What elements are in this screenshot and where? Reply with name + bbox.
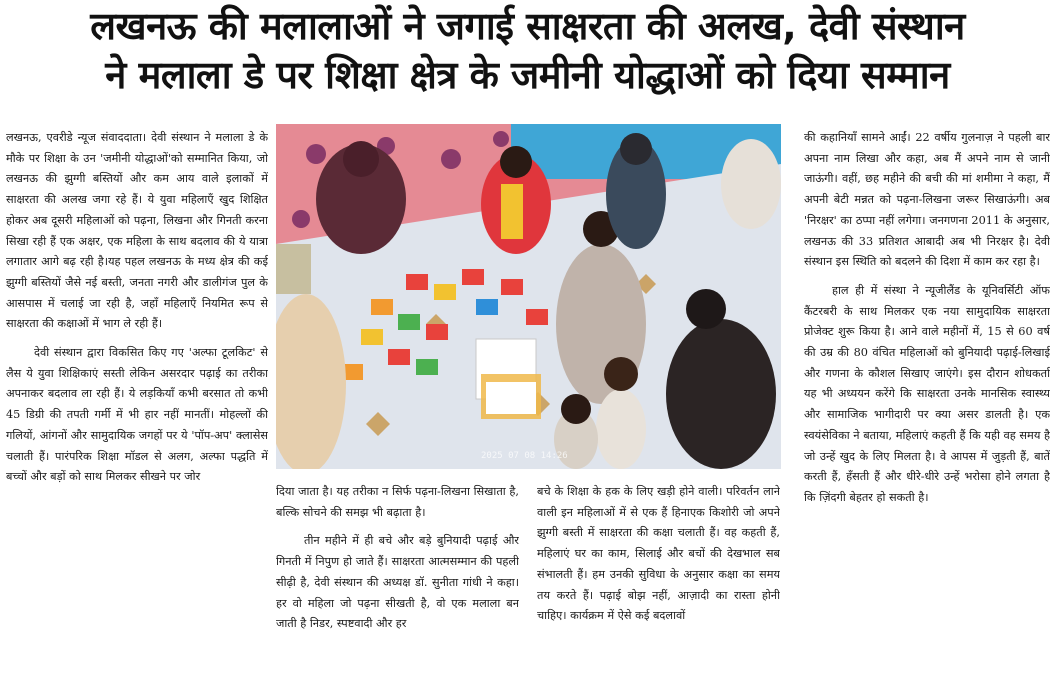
article-paragraph: हाल ही में संस्था ने न्यूजीलैंड के यूनिवर्सिटी ऑफ कैंटरबरी के साथ मिलकर एक नया सामुदायिक साक्षरता प्रोजेक्ट शुरू किया है। आने वाले महीनों में, 15 से 60 वर्ष की उम्र की 80 वंचित महिलाओं को बुनियादी पढ़ाई-लिखाई और गणना के कौशल सिखाए जाएंगे। इस दौरान शोधकर्ता यह भी अध्ययन करेंगे कि साक्षरता उनके मानसिक स्वास्थ्य और सामाजिक भागीदारी पर क्या असर डालती है। एक स्वयंसेविका ने बताया, महिलाएं कहती हैं कि यही वह समय है जो उन्हें खुद के लिए मिलता है। वे आपस में जुड़ती हैं, बातें करती हैं, हँसती हैं और धीरे-धीरे उन्हें भरोसा होने लगता है कि ज़िंदगी बेहतर हो सकती है। — [804, 283, 1050, 504]
article-paragraph: लखनऊ, एवरीडे न्यूज संवाददाता। देवी संस्थान ने मलाला डे के मौके पर शिक्षा के उन 'जमीनी योद्धाओं'को सम्मानित किया, जो लखनऊ की झुग्गी बस्तियों और कम आय वाले इलाकों में साक्षरता की अलख जगा रहे हैं। ये युवा महिलाएँ खुद शिक्षित होकर अब दूसरी महिलाओं को पढ़ना, लिखना और गिनती करना सिखा रही हैं एक अक्षर, एक महिला के साथ बदलाव की ये यात्रा लगातार आगे बढ़ रही है।यह पहल लखनऊ के मध्य क्षेत्र की कई झुग्गी बस्तियों जैसे नई बस्ती, जनता नगरी और डालीगंज पुल के आसपास में चलाई जा रही है, जहाँ महिलाएँ नियमित रूप से साक्षरता की कक्षाओं में भाग ले रही हैं। — [6, 131, 268, 331]
article-column-4 — [804, 128, 1050, 687]
classroom-photo-illustration — [276, 124, 781, 469]
headline-line-1: लखनऊ की मलालाओं ने जगाई साक्षरता की अलख, देवी संस्थान — [90, 4, 965, 48]
photo-timestamp: 2025 07 08 14:26 — [481, 451, 568, 461]
article-column-3 — [537, 482, 780, 687]
news-photo — [276, 124, 781, 469]
headline — [0, 2, 1055, 100]
article-column-2 — [276, 482, 519, 687]
article-paragraph: दिया जाता है। यह तरीका न सिर्फ पढ़ना-लिखना सिखाता है, बल्कि सोचने की समझ भी बढ़ाता है। — [276, 485, 519, 519]
article-paragraph: देवी संस्थान द्वारा विकसित किए गए 'अल्फा टूलकिट' से लैस ये युवा शिक्षिकाएं सस्ती लेकिन असरदार पढ़ाई का तरीका अपनाकर बदलाव ला रही हैं। ये लड़कियाँ कभी बरसात तो कभी 45 डिग्री की तपती गर्मी में भी हार नहीं मानतीं। मोहल्लों की गलियों, आंगनों और सामुदायिक जगहों पर ये 'पॉप-अप' क्लासेस चलाती हैं। पारंपरिक शिक्षा मॉडल से अलग, अल्फा पद्धति में बच्चों और बड़ों को साथ मिलकर सीखने पर जोर — [6, 346, 268, 484]
headline-line-2: ने मलाला डे पर शिक्षा क्षेत्र के जमीनी योद्धाओं को दिया सम्मान — [105, 53, 950, 97]
article-paragraph: बचे के शिक्षा के हक के लिए खड़ी होने वाली। परिवर्तन लाने वाली इन महिलाओं में से एक हैं हिनाएक किशोरी जो अपने झुग्गी बस्ती में साक्षरता की कक्षा चलाती हैं। वह कहती हैं, महिलाएं घर का काम, सिलाई और बचों की देखभाल सब संभालती हैं। हम उनकी सुविधा के अनुसार कक्षा का समय तय करते हैं। पढ़ाई बोझ नहीं, आज़ादी का रास्ता होनी चाहिए। कार्यक्रम में ऐसे कई बदलावों — [537, 485, 780, 623]
article-paragraph: तीन महीने में ही बचे और बड़े बुनियादी पढ़ाई और गिनती में निपुण हो जाते हैं। साक्षरता आत्मसम्मान की पहली सीढ़ी है, देवी संस्थान की अध्यक्ष डॉ. सुनीता गांधी ने कहा। हर वो महिला जो पढ़ना सीखती है, वो एक मलाला बन जाती है निडर, स्पष्टवादी और हर — [276, 534, 519, 631]
article-paragraph: की कहानियाँ सामने आईं। 22 वर्षीय गुलनाज़ ने पहली बार अपना नाम लिखा और कहा, अब मैं अपने नाम से जानी जाऊंगी। वहीं, छह महीने की बची की मां शमीमा ने कहा, मैं अपनी बेटी मन्नत को पढ़ना-लिखना जरूर सिखाऊंगी। अब 'निरक्षर' का ठप्पा नहीं लगेगा। जनगणना 2011 के अनुसार, लखनऊ की 33 प्रतिशत आबादी अब भी निरक्षर है। देवी संस्थान इस स्थिति को बदलने की दिशा में काम कर रहा है। — [804, 131, 1050, 269]
article-column-1 — [6, 128, 268, 687]
